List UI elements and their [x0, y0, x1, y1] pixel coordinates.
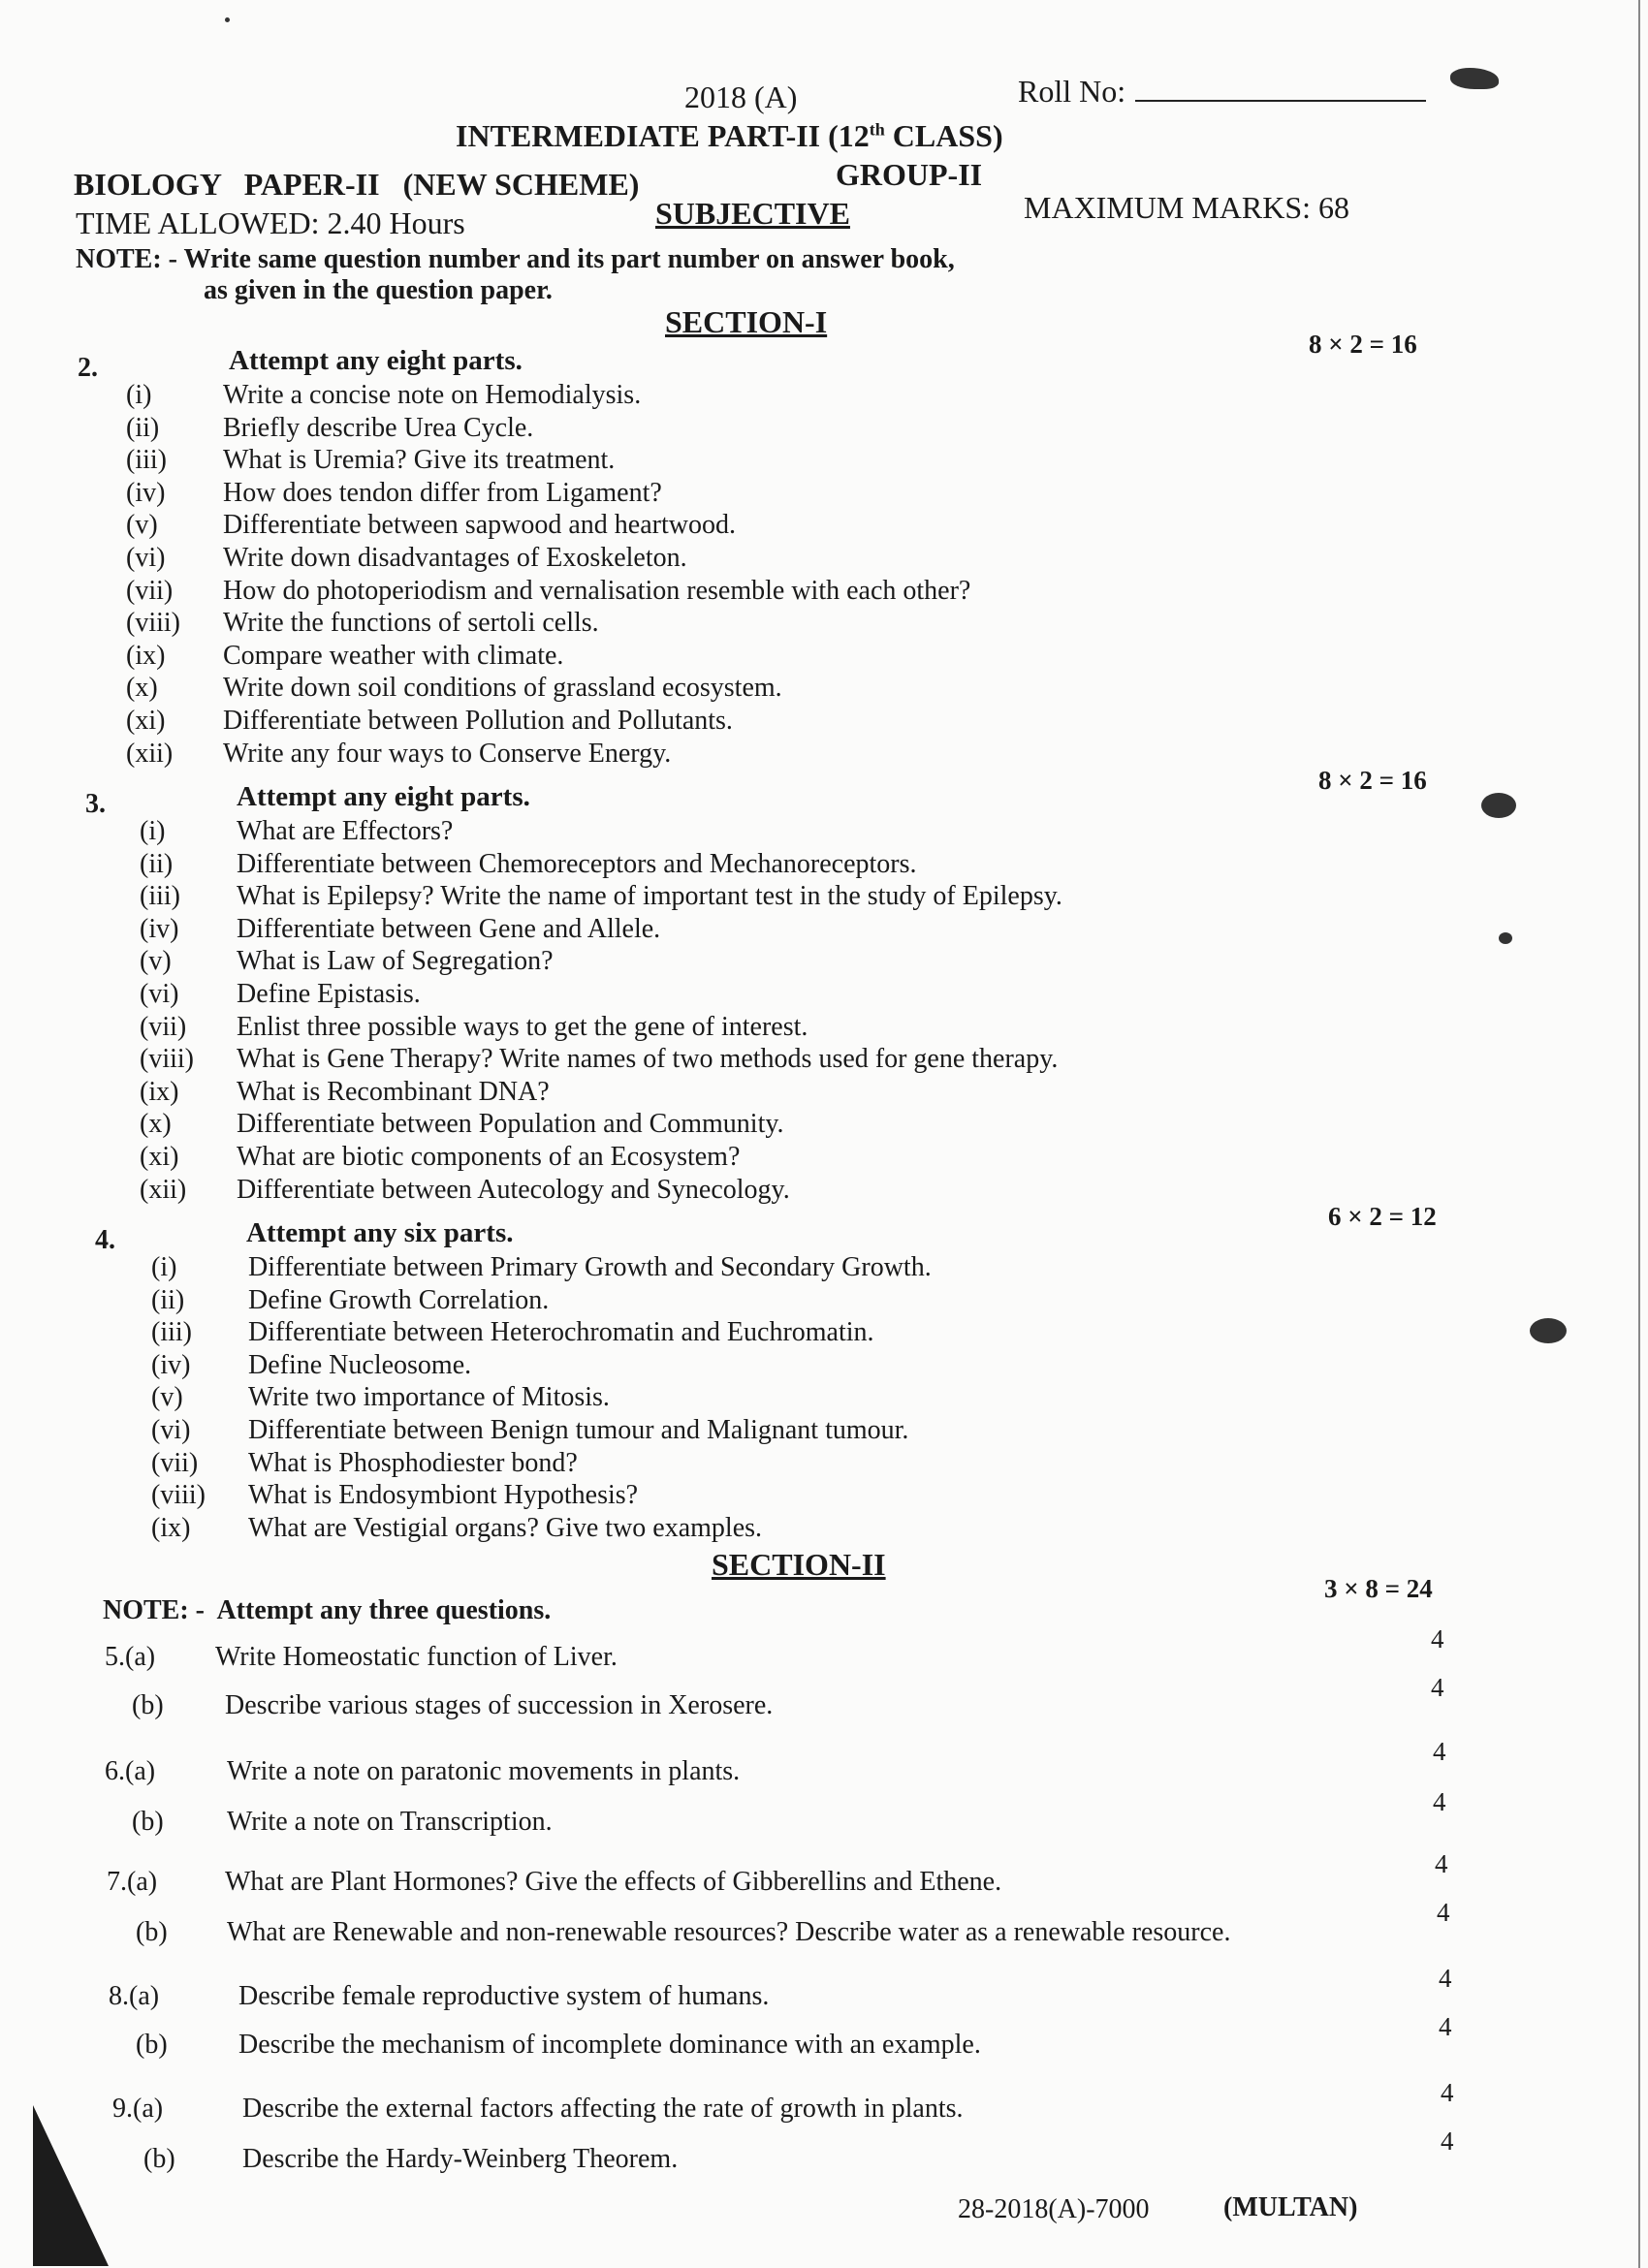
roll-number-field — [1018, 74, 1426, 110]
section-2-text: Describe female reproductive system of humans. — [238, 1981, 770, 2011]
part-label: (iii) — [151, 1317, 192, 1348]
part-text: Differentiate between Benign tumour and Malignant tumour. — [248, 1415, 909, 1445]
section-2-label: (b) — [132, 1690, 164, 1720]
section-2-marks-value: 4 — [1433, 1737, 1446, 1766]
part-label: (x) — [126, 673, 158, 704]
scan-speck — [1499, 932, 1512, 944]
question-part — [140, 1044, 1058, 1075]
part-label: (iii) — [140, 881, 180, 912]
part-text: What are biotic components of an Ecosystem? — [237, 1142, 741, 1172]
part-text: Write down soil conditions of grassland ecosystem. — [223, 673, 782, 704]
scan-blot — [1481, 793, 1516, 818]
question-part — [151, 1285, 549, 1316]
part-text: Differentiate between Primary Growth and Secondary Growth. — [248, 1252, 932, 1282]
section-2-title: SECTION-II — [712, 1547, 886, 1582]
section-2-label: (b) — [132, 1807, 164, 1837]
question-part — [140, 1175, 790, 1206]
question-part — [126, 380, 641, 411]
question-number: 4. — [95, 1225, 115, 1255]
scan-speck — [225, 17, 230, 22]
question-instruction: Attempt any eight parts. — [237, 781, 530, 812]
part-label: (vi) — [140, 979, 179, 1009]
question-number: 3. — [85, 789, 106, 819]
section-2-marks-value: 4 — [1433, 1787, 1446, 1816]
question-part — [140, 1012, 808, 1043]
section-2-note: NOTE: - Attempt any three questions. — [103, 1595, 552, 1625]
question-part — [126, 478, 662, 509]
section-2-marks-value: 4 — [1431, 1624, 1444, 1654]
part-label: (i) — [140, 816, 166, 846]
part-label: (xii) — [140, 1174, 187, 1205]
part-label: (vi) — [126, 543, 166, 573]
part-label: (ix) — [151, 1512, 191, 1543]
question-part — [151, 1350, 471, 1381]
section-2-label: 6.(a) — [105, 1756, 156, 1786]
part-text: Briefly describe Urea Cycle. — [223, 412, 534, 443]
question-marks: 8 × 2 = 16 — [1309, 330, 1417, 359]
part-label: (vii) — [151, 1447, 199, 1478]
section-2-text: Describe various stages of succession in Xerosere. — [225, 1690, 774, 1720]
question-part — [151, 1448, 578, 1479]
question-part — [140, 849, 917, 880]
question-part — [140, 979, 421, 1010]
note-line-1: NOTE: - Write same question number and its part number on answer book, — [76, 244, 955, 274]
part-text: Write the functions of sertoli cells. — [223, 608, 599, 639]
section-2-marks-value: 4 — [1437, 1898, 1450, 1927]
part-text: Differentiate between Autecology and Synecology. — [237, 1174, 790, 1205]
part-text: What are Vestigial organs? Give two examples. — [248, 1512, 763, 1543]
section-2-marks-value: 4 — [1439, 1964, 1452, 1993]
part-label: (iv) — [126, 477, 166, 508]
section-2-label: (b) — [143, 2144, 175, 2174]
question-marks: 8 × 2 = 16 — [1318, 766, 1427, 795]
paper-code: 28-2018(A)-7000 — [958, 2194, 1150, 2224]
part-text: What is Law of Segregation? — [237, 946, 554, 977]
section-2-label: 7.(a) — [107, 1867, 158, 1897]
class-title — [456, 118, 1003, 154]
part-text: What is Uremia? Give its treatment. — [223, 445, 616, 476]
question-part — [126, 543, 687, 574]
section-2-marks-value: 4 — [1441, 2078, 1454, 2107]
part-text: Differentiate between Pollution and Pollutants. — [223, 706, 733, 736]
part-label: (ix) — [140, 1076, 179, 1107]
section-2-marks-value: 4 — [1435, 1849, 1448, 1878]
section-2-text: Write a note on Transcription. — [227, 1807, 553, 1837]
section-2-marks-value: 4 — [1431, 1673, 1444, 1702]
part-label: (viii) — [151, 1480, 206, 1511]
question-part — [126, 641, 563, 672]
part-label: (viii) — [140, 1044, 194, 1075]
question-part — [126, 445, 615, 476]
section-2-text: Write Homeostatic function of Liver. — [215, 1642, 618, 1672]
part-label: (ii) — [126, 412, 160, 443]
note-line-2: as given in the question paper. — [204, 275, 553, 305]
question-part — [151, 1317, 874, 1348]
part-text: Enlist three possible ways to get the gene of interest. — [237, 1011, 808, 1042]
question-part — [151, 1513, 762, 1544]
section-2-marks-value: 4 — [1439, 2012, 1452, 2041]
section-1-title: SECTION-I — [665, 304, 828, 339]
section-2-text: Describe the mechanism of incomplete dominance with an example. — [238, 2030, 981, 2060]
scan-blot — [1450, 68, 1499, 89]
question-part — [140, 1109, 784, 1140]
part-label: (v) — [151, 1382, 183, 1413]
question-part — [140, 1077, 550, 1108]
maximum-marks: MAXIMUM MARKS: 68 — [1024, 190, 1350, 225]
paper-type: SUBJECTIVE — [655, 196, 850, 231]
part-text: What are Effectors? — [237, 816, 454, 846]
part-label: (iv) — [151, 1349, 191, 1380]
section-2-marks: 3 × 8 = 24 — [1324, 1574, 1433, 1603]
part-label: (x) — [140, 1109, 172, 1140]
section-2-label: (b) — [136, 1917, 168, 1947]
part-text: What is Endosymbiont Hypothesis? — [248, 1480, 639, 1511]
part-label: (i) — [126, 380, 152, 410]
part-text: How does tendon differ from Ligament? — [223, 477, 662, 508]
class-title-text: INTERMEDIATE PART-II (12 — [456, 118, 870, 153]
part-text: Write any four ways to Conserve Energy. — [223, 738, 672, 769]
part-label: (iii) — [126, 445, 167, 476]
question-instruction: Attempt any six parts. — [246, 1217, 514, 1248]
part-text: Define Epistasis. — [237, 979, 421, 1009]
group-label: GROUP-II — [836, 157, 983, 192]
question-number: 2. — [78, 353, 98, 383]
part-text: What is Epilepsy? Write the name of important test in the study of Epilepsy. — [237, 881, 1062, 912]
scan-blot — [1530, 1318, 1567, 1343]
section-2-label: 9.(a) — [112, 2094, 164, 2124]
class-title-end: CLASS) — [884, 118, 1003, 153]
part-label: (viii) — [126, 608, 180, 639]
part-text: Differentiate between Population and Community. — [237, 1109, 784, 1140]
question-part — [126, 510, 736, 541]
part-text: Write a concise note on Hemodialysis. — [223, 380, 642, 410]
part-text: Write down disadvantages of Exoskeleton. — [223, 543, 687, 573]
part-text: Differentiate between Heterochromatin and Euchromatin. — [248, 1317, 874, 1348]
scan-corner-shadow — [23, 2103, 120, 2268]
section-2-label: 8.(a) — [109, 1981, 160, 2011]
section-2-text: What are Renewable and non-renewable resources? Describe water as a renewable resource. — [227, 1917, 1231, 1947]
section-2-label: (b) — [136, 2030, 168, 2060]
subject-title: BIOLOGY PAPER-II (NEW SCHEME) — [74, 167, 640, 202]
question-part — [126, 413, 533, 444]
part-label: (v) — [140, 946, 172, 977]
part-text: What is Recombinant DNA? — [237, 1076, 550, 1107]
roll-number-label: Roll No: — [1018, 74, 1126, 109]
question-part — [140, 914, 660, 945]
part-text: Differentiate between sapwood and heartwood. — [223, 510, 736, 541]
part-text: Differentiate between Gene and Allele. — [237, 913, 661, 944]
part-label: (vi) — [151, 1415, 191, 1445]
part-text: What is Gene Therapy? Write names of two methods used for gene therapy. — [237, 1044, 1059, 1075]
part-label: (vii) — [140, 1011, 187, 1042]
question-part — [126, 608, 599, 639]
question-part — [151, 1252, 932, 1283]
section-2-text: Describe the external factors affecting the rate of growth in plants. — [242, 2094, 964, 2124]
section-2-label: 5.(a) — [105, 1642, 156, 1672]
part-label: (xi) — [140, 1142, 179, 1172]
section-2-text: Describe the Hardy-Weinberg Theorem. — [242, 2144, 679, 2174]
part-text: Compare weather with climate. — [223, 640, 564, 671]
part-text: Define Nucleosome. — [248, 1349, 472, 1380]
question-part — [151, 1382, 610, 1413]
part-label: (vii) — [126, 575, 174, 606]
section-2-text: What are Plant Hormones? Give the effects of Gibberellins and Ethene. — [225, 1867, 1002, 1897]
question-part — [126, 576, 970, 607]
exam-year: 2018 (A) — [684, 79, 798, 114]
question-part — [140, 1142, 740, 1173]
question-part — [126, 706, 733, 737]
part-label: (ii) — [151, 1284, 185, 1315]
question-part — [140, 881, 1062, 912]
class-title-sup: th — [869, 119, 885, 140]
part-text: Define Growth Correlation. — [248, 1284, 550, 1315]
board-name: (MULTAN) — [1223, 2192, 1358, 2222]
question-part — [151, 1480, 638, 1511]
time-allowed: TIME ALLOWED: 2.40 Hours — [76, 205, 465, 240]
roll-number-line — [1135, 75, 1426, 102]
part-label: (ix) — [126, 640, 166, 671]
part-text: How do photoperiodism and vernalisation resemble with each other? — [223, 575, 971, 606]
question-part — [140, 946, 554, 977]
part-text: Differentiate between Chemoreceptors and Mechanoreceptors. — [237, 848, 917, 879]
part-label: (xi) — [126, 706, 166, 736]
section-2-marks-value: 4 — [1441, 2126, 1454, 2156]
part-label: (xii) — [126, 738, 174, 769]
part-text: Write two importance of Mitosis. — [248, 1382, 610, 1413]
question-part — [126, 673, 782, 704]
part-label: (i) — [151, 1252, 177, 1282]
question-marks: 6 × 2 = 12 — [1328, 1202, 1437, 1231]
section-2-text: Write a note on paratonic movements in plants. — [227, 1756, 741, 1786]
part-text: What is Phosphodiester bond? — [248, 1447, 578, 1478]
question-part — [126, 739, 671, 770]
scan-edge — [1638, 0, 1640, 2268]
question-part — [140, 816, 453, 847]
part-label: (ii) — [140, 848, 174, 879]
part-label: (v) — [126, 510, 158, 541]
part-label: (iv) — [140, 913, 179, 944]
question-instruction: Attempt any eight parts. — [229, 345, 523, 376]
question-part — [151, 1415, 908, 1446]
